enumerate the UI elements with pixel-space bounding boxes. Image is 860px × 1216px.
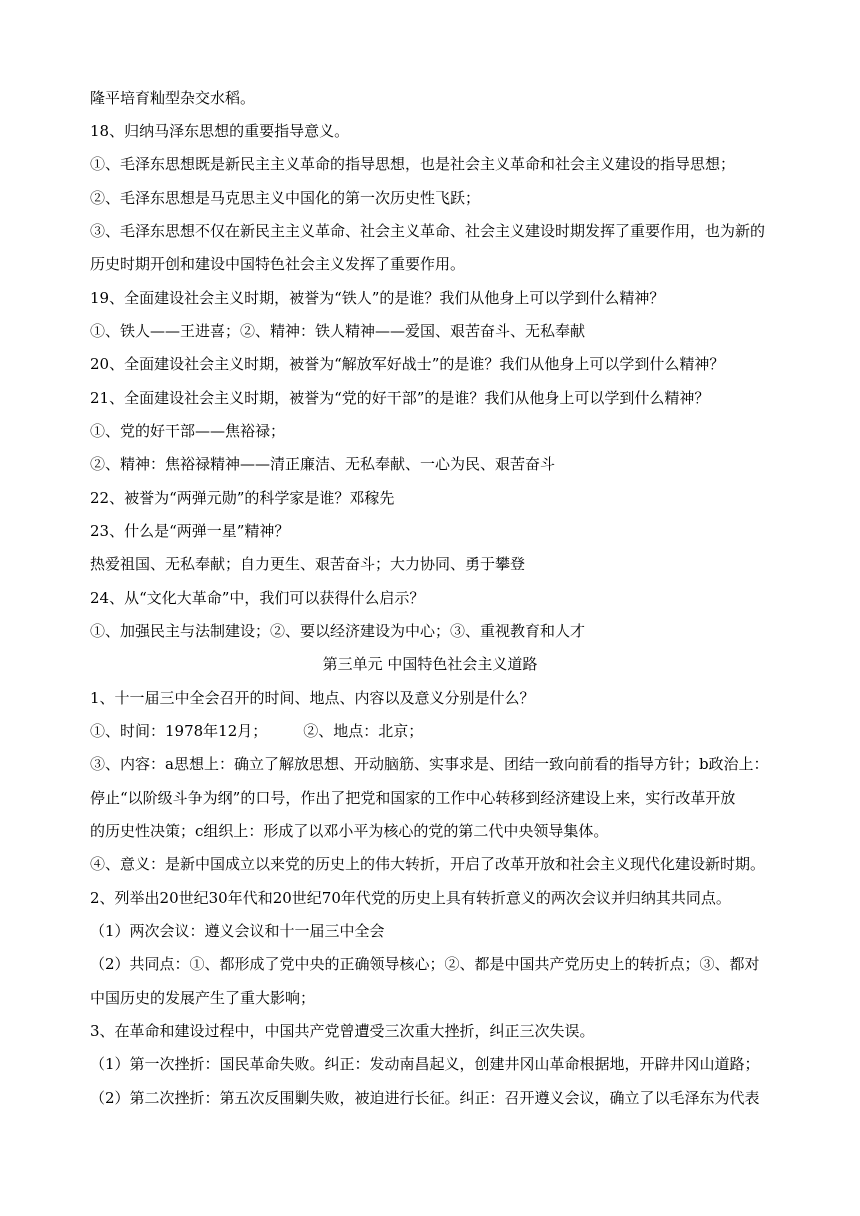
text-line: （1）第一次挫折：国民革命失败。纠正：发动南昌起义，创建井冈山革命根据地，开辟井冈山道路； [90,1055,760,1073]
text-line: （1）两次会议：遵义会议和十一届三中全会 [90,922,385,940]
text-line: ③、内容：a思想上：确立了解放思想、开动脑筋、实事求是、团结一致向前看的指导方针；b政治上： [90,755,769,773]
question-heading: 23、什么是“两弹一星”精神？ [90,522,290,540]
text-line: 的历史性决策；c组织上：形成了以邓小平为核心的党的第二代中央领导集体。 [90,822,609,840]
text-line: （2）共同点：①、都形成了党中央的正确领导核心；②、都是中国共产党历史上的转折点；③、都对 [90,955,760,973]
text-line: ①、加强民主与法制建设；②、要以经济建设为中心；③、重视教育和人才 [90,622,586,640]
text-line: （2）第二次挫折：第五次反围剿失败，被迫进行长征。纠正：召开遵义会议，确立了以毛泽东为代表 [90,1089,760,1107]
question-heading: 20、全面建设社会主义时期，被誉为“解放军好战士”的是谁？我们从他身上可以学到什么精神？ [90,355,725,373]
text-line: ③、毛泽东思想不仅在新民主主义革命、社会主义革命、社会主义建设时期发挥了重要作用，也为新的 [90,222,766,240]
text-line: ①、毛泽东思想既是新民主主义革命的指导思想，也是社会主义革命和社会主义建设的指导思想； [90,155,736,173]
question-heading: 1、十一届三中全会召开的时间、地点、内容以及意义分别是什么？ [90,689,535,707]
text-line: 中国历史的发展产生了重大影响； [90,989,316,1007]
text-line: ②、毛泽东思想是马克思主义中国化的第一次历史性飞跃； [90,189,481,207]
text-line: ①、铁人——王进喜；②、精神：铁人精神——爱国、艰苦奋斗、无私奉献 [90,322,586,340]
text-line: 停止“以阶级斗争为纲”的口号，作出了把党和国家的工作中心转移到经济建设上来，实行改革开放 [90,789,736,807]
text-line: 隆平培育籼型杂交水稻。 [90,89,256,107]
question-heading: 24、从“文化大革命”中，我们可以获得什么启示？ [90,589,425,607]
text-line: ②、精神：焦裕禄精神——清正廉洁、无私奉献、一心为民、艰苦奋斗 [90,455,556,473]
text-line: ④、意义：是新中国成立以来党的历史上的伟大转折，开启了改革开放和社会主义现代化建设新时期。 [90,855,766,873]
text-line: ①、党的好干部——焦裕禄； [90,422,286,440]
text-line: 历史时期开创和建设中国特色社会主义发挥了重要作用。 [90,255,466,273]
question-heading: 21、全面建设社会主义时期，被誉为“党的好干部”的是谁？我们从他身上可以学到什么精神？ [90,389,710,407]
answer-place: ②、地点：北京； [303,722,424,740]
question-heading: 18、归纳马泽东思想的重要指导意义。 [90,122,350,140]
text-line: 热爱祖国、无私奉献；自力更生、艰苦奋斗；大力协同、勇于攀登 [90,555,526,573]
question-heading: 22、被誉为“两弹元勋”的科学家是谁？邓稼先 [90,489,395,507]
answer-time: ①、时间：1978年12月； [90,722,268,740]
question-heading: 19、全面建设社会主义时期，被誉为“铁人”的是谁？我们从他身上可以学到什么精神？ [90,289,665,307]
text-line [90,721,423,741]
question-heading: 2、列举出20世纪30年代和20世纪70年代党的历史上具有转折意义的两次会议并归纳其共同点。 [90,889,731,907]
question-heading: 3、在革命和建设过程中，中国共产党曾遭受三次重大挫折，纠正三次失误。 [90,1022,595,1040]
section-title: 第三单元 中国特色社会主义道路 [322,655,538,673]
